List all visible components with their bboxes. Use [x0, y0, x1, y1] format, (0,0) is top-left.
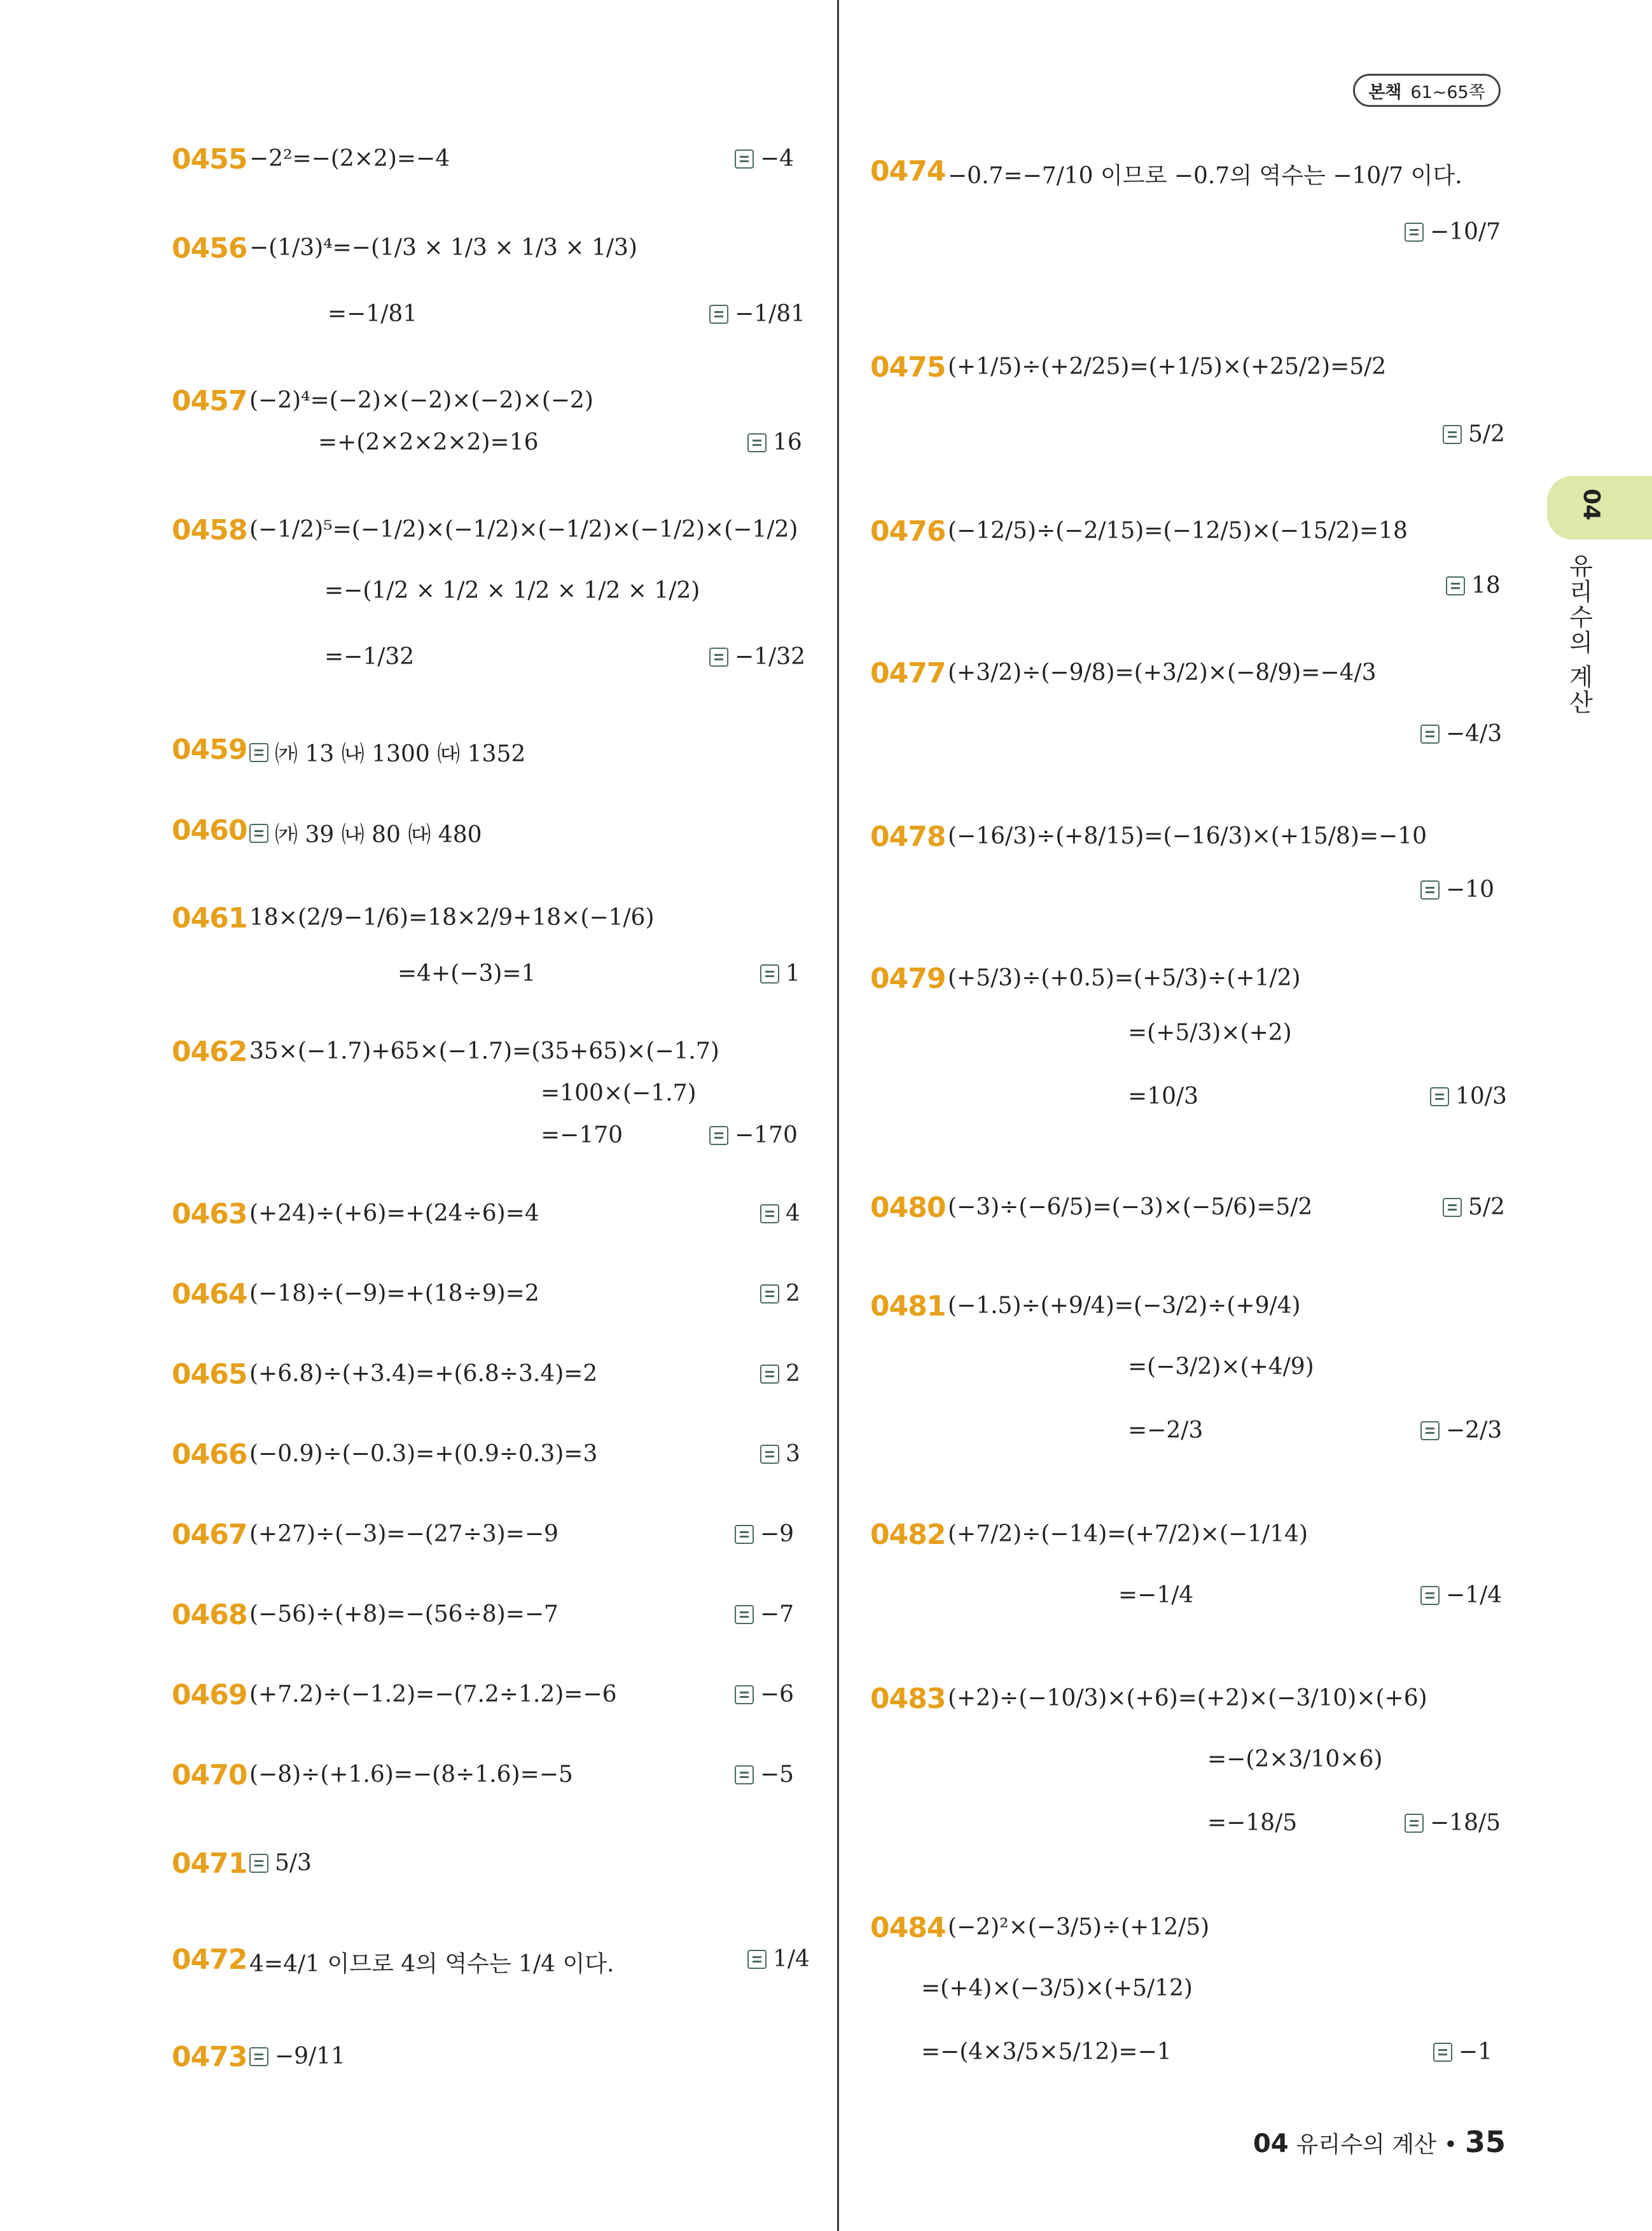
solution-line-1: −2²=−(2×2)=−4 [249, 146, 450, 172]
answer [735, 1762, 794, 1788]
problem-number: 0464 [172, 1278, 247, 1310]
solution-line-1: (+7/2)÷(−14)=(+7/2)×(−1/14) [948, 1521, 1308, 1547]
answer-value: 3 [786, 1441, 800, 1467]
answer-value: 2 [786, 1281, 800, 1307]
answer-value: −170 [735, 1122, 798, 1148]
solution-line-1: (−16/3)÷(+8/15)=(−16/3)×(+15/8)=−10 [948, 823, 1427, 849]
answer [1420, 721, 1502, 747]
answer-value: −1/81 [735, 301, 806, 327]
footer-bullet: • [1443, 2132, 1457, 2158]
solution-line-2: =−(2×3/10×6) [1207, 1746, 1383, 1772]
solution-line-1: (+1/5)÷(+2/25)=(+1/5)×(+25/2)=5/2 [948, 354, 1387, 380]
answer-value: ㈎ 39 ㈏ 80 ㈐ 480 [275, 822, 482, 848]
answer-icon [735, 1765, 754, 1784]
answer [709, 301, 805, 327]
answer-icon [249, 1854, 268, 1873]
answer [1420, 1582, 1502, 1608]
answer [735, 146, 794, 172]
problem-number: 0484 [870, 1912, 946, 1944]
answer [760, 1361, 800, 1387]
problem-number: 0481 [870, 1290, 946, 1323]
answer-value: −4 [760, 146, 795, 172]
solution-line-1: 4=4/1 이므로 4의 역수는 1/4 이다. [249, 1951, 614, 1977]
answer [249, 2043, 345, 2069]
solution-line-2: =+(2×2×2×2)=16 [318, 429, 539, 455]
solution-line-1: (−56)÷(+8)=−(56÷8)=−7 [249, 1601, 559, 1627]
solution-line-3: =−18/5 [1207, 1810, 1298, 1836]
answer-value: 4 [786, 1200, 800, 1227]
answer-icon [760, 1445, 779, 1464]
problem-number: 0460 [172, 814, 247, 847]
badge-pages: 61~65쪽 [1410, 82, 1485, 102]
page-number: 35 [1464, 2125, 1506, 2159]
problem-number: 0472 [172, 1943, 247, 1976]
answer [1420, 1417, 1502, 1443]
answer [735, 1601, 794, 1627]
answer [735, 1521, 794, 1547]
answer-value: 1 [786, 961, 800, 987]
answer-icon [735, 149, 754, 169]
solution-line-1: (−2)⁴=(−2)×(−2)×(−2)×(−2) [249, 387, 593, 414]
answer [709, 644, 805, 670]
answer [760, 1441, 800, 1467]
answer-icon [735, 1525, 754, 1544]
problem-number: 0461 [172, 902, 247, 935]
footer-chapter-title: 유리수의 계산 [1296, 2132, 1436, 2158]
solution-line-3: =10/3 [1128, 1083, 1199, 1109]
problem-number: 0457 [172, 385, 247, 417]
problem-number: 0483 [870, 1683, 946, 1715]
answer-value: −1/32 [735, 644, 806, 670]
answer [747, 429, 802, 455]
solution-line-2: =−1/4 [1118, 1582, 1194, 1608]
answer-icon [249, 2047, 268, 2066]
answer-value: −5 [760, 1762, 795, 1788]
solution-line-3: =−1/32 [324, 644, 415, 670]
answer [735, 1681, 794, 1707]
solution-line-2: =−1/81 [328, 301, 418, 327]
solution-line-1: (−1.5)÷(+9/4)=(−3/2)÷(+9/4) [948, 1293, 1301, 1319]
solution-line-1: (−3)÷(−6/5)=(−3)×(−5/6)=5/2 [948, 1194, 1313, 1220]
answer-value: 18 [1471, 573, 1501, 599]
answer [1405, 1810, 1501, 1836]
badge-label: 본책 [1368, 82, 1402, 102]
problem-number: 0456 [172, 232, 247, 265]
answer-icon [1420, 725, 1440, 744]
problem-number: 0459 [172, 733, 247, 766]
problem-number: 0455 [172, 143, 247, 176]
solution-line-1: (+5/3)÷(+0.5)=(+5/3)÷(+1/2) [948, 965, 1301, 991]
answer-icon [1433, 2043, 1452, 2062]
problem-number: 0465 [172, 1358, 247, 1391]
answer-icon [735, 1605, 754, 1624]
problem-number: 0475 [870, 351, 946, 384]
solution-line-3: =−2/3 [1128, 1417, 1204, 1443]
answer [760, 1281, 800, 1307]
solution-line-1: (+27)÷(−3)=−(27÷3)=−9 [249, 1521, 559, 1547]
answer-value: −9/11 [275, 2043, 346, 2069]
problem-number: 0477 [870, 657, 946, 690]
solution-line-2: =4+(−3)=1 [398, 961, 536, 987]
answer [709, 1122, 798, 1148]
page-range-badge [1353, 74, 1501, 107]
solution-line-1: 35×(−1.7)+65×(−1.7)=(35+65)×(−1.7) [249, 1038, 719, 1064]
problem-number: 0458 [172, 514, 247, 546]
answer [249, 736, 525, 768]
solution-line-1: −0.7=−7/10 이므로 −0.7의 역수는 −10/7 이다. [948, 163, 1462, 189]
answer-value: 5/3 [275, 1850, 312, 1876]
answer [249, 817, 482, 849]
answer-icon [249, 743, 268, 762]
answer-icon [1420, 880, 1440, 900]
solution-line-1: (−0.9)÷(−0.3)=+(0.9÷0.3)=3 [249, 1441, 598, 1467]
answer-icon [249, 824, 268, 843]
answer [1443, 421, 1505, 447]
solution-line-1: (−8)÷(+1.6)=−(8÷1.6)=−5 [249, 1762, 573, 1788]
answer-icon [1430, 1087, 1449, 1106]
answer-value: −6 [760, 1681, 795, 1707]
answer-value: 5/2 [1468, 1194, 1505, 1220]
solution-line-2: =−(1/2 × 1/2 × 1/2 × 1/2 × 1/2) [324, 578, 700, 604]
answer-value: −10 [1446, 877, 1494, 903]
answer-value: 1/4 [773, 1946, 810, 1972]
solution-line-1: (−1/2)⁵=(−1/2)×(−1/2)×(−1/2)×(−1/2)×(−1/2) [249, 517, 798, 543]
problem-number: 0476 [870, 515, 946, 548]
answer-icon [709, 648, 728, 667]
answer-value: −7 [760, 1601, 795, 1627]
footer-chapter-number: 04 [1253, 2129, 1289, 2158]
answer [760, 961, 800, 987]
answer-icon [1443, 1198, 1462, 1217]
solution-line-2: =(+5/3)×(+2) [1128, 1020, 1292, 1046]
solution-line-2: =(+4)×(−3/5)×(+5/12) [921, 1975, 1193, 2001]
answer-value: −9 [760, 1521, 795, 1547]
answer-value: −1/4 [1446, 1582, 1503, 1608]
problem-number: 0469 [172, 1679, 247, 1711]
solution-line-1: (−12/5)÷(−2/15)=(−12/5)×(−15/2)=18 [948, 518, 1408, 544]
answer-value: 2 [786, 1361, 800, 1387]
answer [1405, 219, 1501, 245]
answer-value: −1 [1459, 2039, 1493, 2065]
answer-value: 16 [773, 429, 802, 455]
answer-icon [1443, 425, 1462, 444]
problem-number: 0473 [172, 2041, 247, 2073]
problem-number: 0466 [172, 1438, 247, 1471]
solution-line-1: (+2)÷(−10/3)×(+6)=(+2)×(−3/10)×(+6) [948, 1685, 1427, 1711]
solution-line-1: (+24)÷(+6)=+(24÷6)=4 [249, 1200, 539, 1227]
solution-line-1: (−2)²×(−3/5)÷(+12/5) [948, 1914, 1210, 1940]
problem-number: 0467 [172, 1519, 247, 1551]
column-divider [837, 0, 839, 2231]
solution-line-1: (+6.8)÷(+3.4)=+(6.8÷3.4)=2 [249, 1361, 598, 1387]
answer-icon [760, 1204, 779, 1223]
answer-value: −10/7 [1430, 219, 1501, 245]
answer-value: −4/3 [1446, 721, 1503, 747]
solution-line-2: =100×(−1.7) [541, 1080, 697, 1106]
solution-line-1: (+7.2)÷(−1.2)=−(7.2÷1.2)=−6 [249, 1681, 617, 1707]
answer-icon [735, 1685, 754, 1704]
answer-icon [1446, 576, 1465, 595]
answer [1443, 1194, 1505, 1220]
answer [249, 1850, 312, 1876]
answer [1446, 573, 1501, 599]
answer-icon [709, 1126, 728, 1145]
answer-icon [760, 1365, 779, 1384]
solution-line-3: =−(4×3/5×5/12)=−1 [921, 2039, 1172, 2065]
chapter-tab [1547, 476, 1652, 539]
answer-icon [747, 1950, 767, 1969]
problem-number: 0474 [870, 155, 946, 188]
chapter-tab-title: 유리수의 계산 [1565, 553, 1593, 716]
solution-line-1: (−18)÷(−9)=+(18÷9)=2 [249, 1281, 539, 1307]
problem-number: 0462 [172, 1036, 247, 1068]
answer-value: 5/2 [1468, 421, 1505, 447]
answer-icon [1405, 223, 1424, 242]
solution-line-3: =−170 [541, 1122, 623, 1148]
solution-line-1: −(1/3)⁴=−(1/3 × 1/3 × 1/3 × 1/3) [249, 235, 637, 261]
problem-number: 0471 [172, 1847, 247, 1880]
answer-icon [760, 964, 779, 983]
answer-icon [1420, 1586, 1440, 1605]
problem-number: 0468 [172, 1599, 247, 1631]
problem-number: 0480 [870, 1192, 946, 1224]
problem-number: 0470 [172, 1759, 247, 1791]
page-footer [1253, 2125, 1506, 2159]
answer-value: 10/3 [1455, 1083, 1507, 1109]
problem-number: 0482 [870, 1519, 946, 1551]
problem-number: 0479 [870, 963, 946, 995]
answer-icon [747, 433, 767, 452]
solution-line-2: =(−3/2)×(+4/9) [1128, 1354, 1314, 1380]
answer-value: −2/3 [1446, 1417, 1503, 1443]
answer-value: ㈎ 13 ㈏ 1300 ㈐ 1352 [275, 741, 526, 767]
problem-number: 0463 [172, 1198, 247, 1230]
answer [1420, 877, 1494, 903]
answer-icon [1420, 1421, 1440, 1440]
answer [1433, 2039, 1492, 2065]
answer [1430, 1083, 1507, 1109]
answer [760, 1200, 800, 1227]
chapter-tab-number: 04 [1578, 489, 1604, 521]
solution-line-1: 18×(2/9−1/6)=18×2/9+18×(−1/6) [249, 905, 655, 931]
problem-number: 0478 [870, 821, 946, 853]
solution-line-1: (+3/2)÷(−9/8)=(+3/2)×(−8/9)=−4/3 [948, 660, 1377, 686]
answer-value: −18/5 [1430, 1810, 1501, 1836]
answer-icon [1405, 1814, 1424, 1833]
answer-icon [709, 305, 728, 324]
answer [747, 1946, 810, 1972]
answer-icon [760, 1284, 779, 1303]
